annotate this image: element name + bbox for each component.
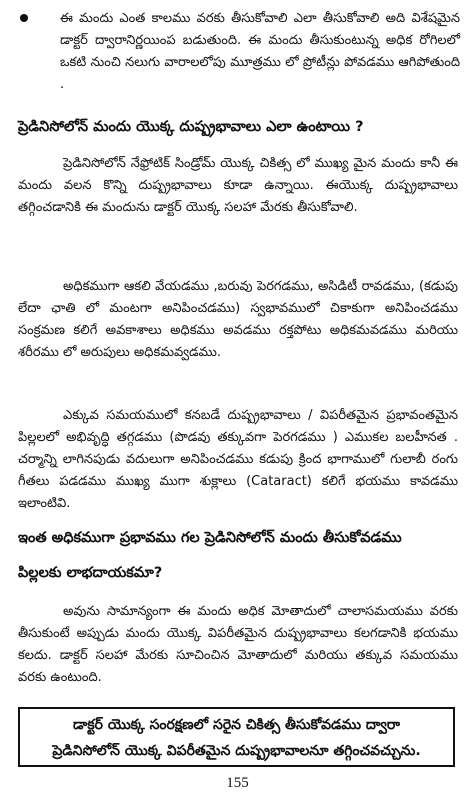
paragraph-common-effects-text: అధికముగా ఆకలి వేయడము ,బరువు పెరగడము, అసిడిటీ రావడము, (కడుపు లేదా ఛాతి లో మంటగా అనిపించడము) స్వభావములో చికాకుగా అనిపించడము సంక్రమణ కలిగే అవకాశాలు అధికము అవడము రక్తపోటు అధికమవడము మరియు శరీరము లో అరుపులు అధికమవ్వడము.	[18, 279, 458, 360]
paragraph-intro-text: ప్రెడినిసోలోన్ నేఫ్రోటిక్ సిండ్రోమ్ యొక్క చికిత్స లో ముఖ్య మైన మందు కానీ ఈ మందు వలన కొన్ని దుష్ప్రభావాలు కూడా ఉన్నాయి. ఈయొక్క దుష్ప్రభావాలు తగ్గించడానికి ఈ మందును డాక్టర్ యొక్క సలహా మేరకు తీసుకోవాలి.	[18, 156, 458, 215]
bullet-item	[20, 8, 460, 96]
paragraph-long-term-effects	[18, 405, 458, 515]
callout-line-2: ప్రెడినిసోలోన్ యొక్క విపరీతమైన దుష్ప్రభావాలనూ తగ్గించవచ్చును.	[52, 743, 421, 759]
paragraph-common-effects	[18, 276, 458, 364]
bullet-text: ఈ మందు ఎంత కాలము వరకు తీసుకోవాలి ఎలా తీసుకోవాలి అది విశేషమైన డాక్టర్ ద్వారానిర్ణయింప బడుతుంది. ఈ మందు తీసుకుంటున్న అధిక రోగిలలో ఒకటి నుంచి నలుగు వారాలలోపు మూత్రము లో ప్రోటీన్లు పోవడము ఆగిపోతుంది .	[60, 11, 460, 92]
paragraph-long-term-effects-text: ఎక్కువ సమయములో కనబడే దుష్ప్రభావాలు / విపరీతమైన ప్రభావంతమైన పిల్లలలో అభివృద్ధి తగ్గడము (పొడవు తక్కువగా పెరగడము ) ఎముకల బలహీనత . చర్మాన్ని లాగినపుడు వదులుగా అనిపించడము కడుపు క్రింద భాగాములో గులాబీ రంగు గీతలు పడడము ముఖ్య ముగా శుక్లాలు (Cataract) కలిగే భయము కావడము ఇలాంటివి.	[18, 408, 458, 511]
paragraph-answer	[18, 601, 458, 689]
section-heading-side-effects: ప్రెడినిసోలోన్ మందు యొక్క దుష్ప్రభావాలు ఎలా ఉంటాయి ?	[18, 119, 364, 135]
bullet-dot-icon	[20, 14, 28, 22]
callout-line-1: డాక్టర్ యొక్క సంరక్షణలో సరైన చికిత్స తీసుకోవడము ద్వారా	[72, 717, 401, 733]
page-number: 155	[226, 775, 249, 791]
paragraph-answer-text: అవును సామాన్యంగా ఈ మందు అధిక మోతాదులో చాలాసమయము వరకు తీసుకుంటే అప్పుడు మందు యొక్క విపరీతమైన దుష్ప్రభావాలు కలగడానికి భయము కలదు. డాక్టర్ సలహా మేరకు సూచించిన మోతాదులో మరియు తక్కువ సమయము వరకు ఉంటుంది.	[18, 604, 458, 685]
section-heading-benefit-line2: పిల్లలకు లాభదాయకమా?	[18, 565, 163, 581]
section-heading-benefit-line1: ఇంత అధికముగా ప్రభావము గల ప్రెడినిసోలోన్ మందు తీసుకోవడము	[18, 530, 402, 546]
callout-box	[18, 707, 455, 767]
paragraph-intro	[18, 153, 458, 219]
